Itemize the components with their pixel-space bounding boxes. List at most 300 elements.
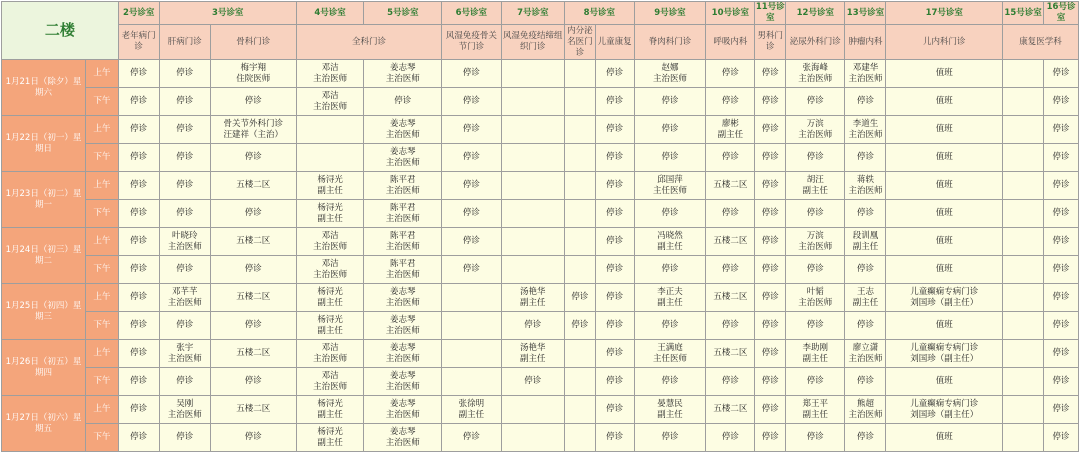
schedule-cell: 邓建华 主治医师	[845, 60, 886, 88]
clinic-header: 呼吸内科	[706, 25, 755, 60]
schedule-cell: 停诊	[595, 424, 634, 452]
schedule-cell: 五楼二区	[210, 340, 296, 368]
clinic-header: 男科门诊	[755, 25, 786, 60]
schedule-cell: 停诊	[595, 228, 634, 256]
schedule-cell: 停诊	[1044, 200, 1079, 228]
schedule-cell: 杨浔光 副主任	[296, 312, 364, 340]
schedule-cell: 停诊	[845, 424, 886, 452]
schedule-cell: 五楼二区	[706, 284, 755, 312]
schedule-cell: 停诊	[118, 144, 159, 172]
schedule-cell: 熊超 主治医师	[845, 396, 886, 424]
period-label: 下午	[85, 88, 118, 116]
schedule-cell	[442, 284, 501, 312]
schedule-cell: 郑王平 副主任	[786, 396, 845, 424]
schedule-cell: 停诊	[159, 256, 210, 284]
room-header: 3号诊室	[159, 2, 296, 25]
schedule-cell: 李道生 主治医师	[845, 116, 886, 144]
schedule-cell: 停诊	[118, 368, 159, 396]
schedule-cell: 姜志琴 主治医师	[364, 312, 442, 340]
schedule-cell: 陈平君 主治医师	[364, 256, 442, 284]
schedule-cell: 停诊	[1044, 368, 1079, 396]
schedule-cell: 停诊	[595, 60, 634, 88]
schedule-cell	[442, 368, 501, 396]
schedule-cell: 停诊	[786, 424, 845, 452]
schedule-cell: 值班	[886, 368, 1003, 396]
schedule-cell: 停诊	[118, 60, 159, 88]
schedule-cell: 杨浔光 副主任	[296, 172, 364, 200]
schedule-cell: 停诊	[1044, 144, 1079, 172]
schedule-cell	[1003, 88, 1044, 116]
schedule-cell: 停诊	[786, 312, 845, 340]
clinic-header: 全科门诊	[296, 25, 441, 60]
schedule-cell	[1003, 312, 1044, 340]
schedule-row	[2, 60, 1079, 88]
schedule-cell: 停诊	[159, 60, 210, 88]
schedule-cell	[565, 144, 596, 172]
schedule-cell: 停诊	[755, 88, 786, 116]
schedule-cell	[565, 340, 596, 368]
schedule-cell	[565, 368, 596, 396]
schedule-cell: 停诊	[565, 312, 596, 340]
day-label: 1月27日（初六）星期五	[2, 396, 86, 452]
schedule-cell: 张宇 主治医师	[159, 340, 210, 368]
schedule-row	[2, 312, 1079, 340]
period-label: 上午	[85, 60, 118, 88]
schedule-cell: 停诊	[706, 312, 755, 340]
schedule-row	[2, 396, 1079, 424]
schedule-cell: 姜志琴 主治医师	[364, 424, 442, 452]
room-header: 17号诊室	[886, 2, 1003, 25]
day-label: 1月26日（初五）星期四	[2, 340, 86, 396]
schedule-cell: 停诊	[1044, 312, 1079, 340]
schedule-cell: 杨浔光 副主任	[296, 284, 364, 312]
schedule-cell: 停诊	[634, 200, 706, 228]
schedule-cell: 停诊	[1044, 228, 1079, 256]
schedule-cell: 停诊	[755, 256, 786, 284]
clinic-header: 肿瘤内科	[845, 25, 886, 60]
room-header: 7号诊室	[501, 2, 564, 25]
schedule-cell	[1003, 340, 1044, 368]
schedule-body	[2, 60, 1079, 452]
day-label: 1月23日（初二）星期一	[2, 172, 86, 228]
schedule-cell: 停诊	[755, 116, 786, 144]
schedule-cell: 值班	[886, 256, 1003, 284]
schedule-cell: 万滨 主治医师	[786, 116, 845, 144]
schedule-cell: 陈平君 主治医师	[364, 228, 442, 256]
clinic-header: 脊肉科门诊	[634, 25, 706, 60]
schedule-cell: 停诊	[1044, 60, 1079, 88]
schedule-cell: 停诊	[755, 368, 786, 396]
schedule-cell: 五楼二区	[210, 396, 296, 424]
schedule-cell: 儿童癫痫专病门诊 刘国珍（副主任）	[886, 340, 1003, 368]
schedule-cell: 停诊	[845, 200, 886, 228]
schedule-cell: 叶晓玲 主治医师	[159, 228, 210, 256]
schedule-row	[2, 172, 1079, 200]
schedule-cell: 停诊	[118, 116, 159, 144]
schedule-cell: 停诊	[118, 396, 159, 424]
schedule-cell: 停诊	[595, 284, 634, 312]
schedule-cell: 停诊	[595, 312, 634, 340]
period-label: 上午	[85, 396, 118, 424]
period-label: 下午	[85, 256, 118, 284]
schedule-cell: 停诊	[159, 88, 210, 116]
schedule-cell: 停诊	[595, 396, 634, 424]
period-label: 下午	[85, 200, 118, 228]
schedule-cell: 停诊	[159, 424, 210, 452]
schedule-cell: 停诊	[845, 88, 886, 116]
schedule-cell	[565, 228, 596, 256]
schedule-cell: 停诊	[786, 88, 845, 116]
clinic-header: 骨科门诊	[210, 25, 296, 60]
schedule-cell: 停诊	[118, 256, 159, 284]
schedule-cell: 停诊	[501, 368, 564, 396]
schedule-cell: 停诊	[501, 312, 564, 340]
schedule-cell: 停诊	[442, 424, 501, 452]
day-label: 1月24日（初三）星期二	[2, 228, 86, 284]
schedule-cell: 停诊	[595, 144, 634, 172]
schedule-cell: 停诊	[442, 116, 501, 144]
schedule-cell: 停诊	[755, 340, 786, 368]
schedule-cell: 停诊	[159, 368, 210, 396]
schedule-row	[2, 284, 1079, 312]
schedule-cell: 停诊	[755, 228, 786, 256]
room-header: 16号诊室	[1044, 2, 1079, 25]
schedule-cell: 段训凰 副主任	[845, 228, 886, 256]
schedule-cell: 值班	[886, 60, 1003, 88]
schedule-cell	[1003, 396, 1044, 424]
period-label: 下午	[85, 312, 118, 340]
schedule-cell: 停诊	[634, 144, 706, 172]
schedule-cell: 杨浔光 副主任	[296, 396, 364, 424]
schedule-cell	[1003, 424, 1044, 452]
schedule-cell: 停诊	[159, 144, 210, 172]
schedule-cell: 停诊	[755, 312, 786, 340]
schedule-cell	[442, 340, 501, 368]
schedule-cell: 停诊	[595, 368, 634, 396]
schedule-cell: 蒋轶 主治医师	[845, 172, 886, 200]
schedule-cell: 停诊	[786, 256, 845, 284]
schedule-cell: 停诊	[1044, 424, 1079, 452]
schedule-row	[2, 368, 1079, 396]
schedule-cell: 梅宇翔 住院医师	[210, 60, 296, 88]
room-header: 13号诊室	[845, 2, 886, 25]
schedule-cell: 停诊	[1044, 396, 1079, 424]
schedule-cell: 儿童癫痫专病门诊 刘国珍（副主任）	[886, 396, 1003, 424]
schedule-cell: 停诊	[210, 368, 296, 396]
schedule-cell	[501, 228, 564, 256]
schedule-cell: 停诊	[595, 340, 634, 368]
room-header: 2号诊室	[118, 2, 159, 25]
schedule-cell: 停诊	[755, 144, 786, 172]
schedule-cell: 停诊	[595, 172, 634, 200]
schedule-cell: 儿童癫痫专病门诊 刘国珍（副主任）	[886, 284, 1003, 312]
schedule-cell: 杨浔光 副主任	[296, 200, 364, 228]
schedule-cell: 邓洁 主治医师	[296, 368, 364, 396]
schedule-cell	[501, 88, 564, 116]
schedule-cell: 停诊	[210, 144, 296, 172]
schedule-cell	[501, 200, 564, 228]
schedule-cell: 停诊	[442, 60, 501, 88]
schedule-cell: 停诊	[210, 88, 296, 116]
schedule-row	[2, 200, 1079, 228]
schedule-cell: 停诊	[706, 424, 755, 452]
schedule-cell	[442, 312, 501, 340]
day-label: 1月22日（初一）星期日	[2, 116, 86, 172]
schedule-row	[2, 340, 1079, 368]
schedule-cell: 陈平君 主治医师	[364, 172, 442, 200]
schedule-cell: 叶韬 主治医师	[786, 284, 845, 312]
schedule-cell: 停诊	[118, 228, 159, 256]
schedule-row	[2, 88, 1079, 116]
room-header: 5号诊室	[364, 2, 442, 25]
schedule-cell: 邓洁 主治医师	[296, 228, 364, 256]
schedule-cell: 停诊	[118, 424, 159, 452]
schedule-row	[2, 424, 1079, 452]
schedule-cell	[501, 60, 564, 88]
schedule-cell	[565, 60, 596, 88]
schedule-cell: 值班	[886, 144, 1003, 172]
schedule-cell: 停诊	[786, 144, 845, 172]
schedule-cell: 停诊	[634, 424, 706, 452]
period-label: 上午	[85, 284, 118, 312]
schedule-cell	[1003, 144, 1044, 172]
schedule-cell: 停诊	[706, 144, 755, 172]
schedule-cell: 停诊	[210, 256, 296, 284]
schedule-cell: 停诊	[755, 60, 786, 88]
schedule-cell: 停诊	[706, 88, 755, 116]
schedule-cell: 廖立潇 主治医师	[845, 340, 886, 368]
room-header: 10号诊室	[706, 2, 755, 25]
schedule-cell: 停诊	[845, 144, 886, 172]
schedule-cell: 骨关节外科门诊 汪建祥（主治）	[210, 116, 296, 144]
schedule-cell: 姜志琴 主治医师	[364, 284, 442, 312]
schedule-cell: 五楼二区	[210, 284, 296, 312]
schedule-cell: 停诊	[159, 200, 210, 228]
schedule-cell	[296, 116, 364, 144]
schedule-cell: 陈平君 主治医师	[364, 200, 442, 228]
schedule-cell: 停诊	[634, 256, 706, 284]
clinic-header: 儿童康复	[595, 25, 634, 60]
room-header: 15号诊室	[1003, 2, 1044, 25]
schedule-cell: 停诊	[442, 256, 501, 284]
schedule-cell: 李正夫 副主任	[634, 284, 706, 312]
schedule-cell: 李助刚 副主任	[786, 340, 845, 368]
clinic-header: 康复医学科	[1003, 25, 1079, 60]
period-label: 下午	[85, 144, 118, 172]
schedule-cell: 五楼二区	[210, 172, 296, 200]
schedule-cell: 停诊	[706, 256, 755, 284]
schedule-cell: 停诊	[634, 312, 706, 340]
schedule-cell: 值班	[886, 424, 1003, 452]
schedule-cell: 冯晓然 副主任	[634, 228, 706, 256]
schedule-cell: 汤艳华 副主任	[501, 284, 564, 312]
schedule-cell: 停诊	[1044, 256, 1079, 284]
schedule-cell	[501, 396, 564, 424]
schedule-cell: 停诊	[442, 172, 501, 200]
period-label: 上午	[85, 340, 118, 368]
schedule-cell: 邱国萍 主任医师	[634, 172, 706, 200]
clinic-header: 泌尿外科门诊	[786, 25, 845, 60]
schedule-cell: 停诊	[118, 200, 159, 228]
schedule-cell: 停诊	[786, 200, 845, 228]
schedule-cell: 停诊	[1044, 88, 1079, 116]
schedule-cell: 姜志琴 主治医师	[364, 116, 442, 144]
schedule-cell: 姜志琴 主治医师	[364, 144, 442, 172]
schedule-cell: 停诊	[706, 200, 755, 228]
schedule-cell: 停诊	[118, 172, 159, 200]
schedule-cell	[1003, 228, 1044, 256]
schedule-cell: 值班	[886, 88, 1003, 116]
schedule-cell: 姜志琴 主治医师	[364, 368, 442, 396]
schedule-cell: 停诊	[595, 256, 634, 284]
schedule-cell: 王志 副主任	[845, 284, 886, 312]
schedule-cell	[1003, 200, 1044, 228]
schedule-cell: 值班	[886, 312, 1003, 340]
schedule-cell: 停诊	[634, 368, 706, 396]
schedule-cell: 停诊	[118, 312, 159, 340]
schedule-cell	[565, 424, 596, 452]
schedule-cell	[565, 172, 596, 200]
schedule-cell: 姜志琴 主治医师	[364, 340, 442, 368]
schedule-cell: 停诊	[845, 256, 886, 284]
schedule-cell: 停诊	[786, 368, 845, 396]
room-header: 11号诊室	[755, 2, 785, 23]
schedule-cell: 停诊	[1044, 284, 1079, 312]
schedule-cell: 停诊	[755, 172, 786, 200]
clinic-header: 风湿免疫骨关节门诊	[442, 25, 501, 60]
schedule-cell: 停诊	[755, 396, 786, 424]
schedule-cell: 停诊	[755, 284, 786, 312]
floor-label: 二楼	[2, 2, 119, 60]
schedule-cell: 汤艳华 副主任	[501, 340, 564, 368]
schedule-cell: 停诊	[755, 424, 786, 452]
schedule-cell: 张海峰 主治医师	[786, 60, 845, 88]
schedule-row	[2, 116, 1079, 144]
schedule-cell: 停诊	[1044, 172, 1079, 200]
room-header: 8号诊室	[565, 2, 635, 25]
schedule-table	[1, 1, 1079, 452]
schedule-cell: 停诊	[442, 228, 501, 256]
schedule-cell: 停诊	[845, 368, 886, 396]
schedule-cell	[1003, 172, 1044, 200]
schedule-cell: 停诊	[159, 116, 210, 144]
clinic-header: 内分泌名医门诊	[565, 25, 596, 60]
schedule-cell: 邓洁 主治医师	[296, 60, 364, 88]
schedule-cell: 值班	[886, 172, 1003, 200]
schedule-cell: 停诊	[706, 368, 755, 396]
schedule-cell	[501, 116, 564, 144]
schedule-cell: 值班	[886, 200, 1003, 228]
clinic-header-row	[2, 25, 1079, 60]
schedule-row	[2, 228, 1079, 256]
schedule-cell: 停诊	[1044, 116, 1079, 144]
schedule-cell: 停诊	[364, 88, 442, 116]
schedule-cell: 停诊	[118, 340, 159, 368]
schedule-cell: 停诊	[210, 424, 296, 452]
room-header: 6号诊室	[442, 2, 501, 25]
schedule-cell	[565, 200, 596, 228]
clinic-header: 风湿免疫结缔组织门诊	[501, 25, 564, 60]
schedule-cell: 停诊	[755, 200, 786, 228]
schedule-cell: 廖彬 副主任	[706, 116, 755, 144]
schedule-cell	[565, 116, 596, 144]
period-label: 下午	[85, 368, 118, 396]
day-label: 1月21日（除夕）星期六	[2, 60, 86, 116]
schedule-cell: 邓芊芊 主治医师	[159, 284, 210, 312]
schedule-cell: 邓洁 主治医师	[296, 340, 364, 368]
room-header: 12号诊室	[786, 2, 845, 25]
schedule-cell: 停诊	[634, 116, 706, 144]
schedule-cell	[1003, 256, 1044, 284]
schedule-cell: 五楼二区	[706, 396, 755, 424]
schedule-cell: 姜志琴 主治医师	[364, 60, 442, 88]
schedule-cell: 万滨 主治医师	[786, 228, 845, 256]
schedule-cell: 赵娜 主治医师	[634, 60, 706, 88]
schedule-cell: 胡汪 副主任	[786, 172, 845, 200]
schedule-row	[2, 144, 1079, 172]
clinic-header: 儿内科门诊	[886, 25, 1003, 60]
schedule-cell	[1003, 60, 1044, 88]
schedule-cell: 值班	[886, 228, 1003, 256]
schedule-cell: 邓洁 主治医师	[296, 88, 364, 116]
period-label: 上午	[85, 116, 118, 144]
schedule-cell: 值班	[886, 116, 1003, 144]
period-label: 上午	[85, 172, 118, 200]
schedule-cell: 停诊	[565, 284, 596, 312]
schedule-row	[2, 256, 1079, 284]
schedule-cell: 张徐明 副主任	[442, 396, 501, 424]
schedule-cell: 停诊	[442, 88, 501, 116]
period-label: 下午	[85, 424, 118, 452]
schedule-cell: 晏慧民 副主任	[634, 396, 706, 424]
schedule-cell: 杨浔光 副主任	[296, 424, 364, 452]
room-header-row	[2, 2, 1079, 25]
schedule-cell: 停诊	[210, 200, 296, 228]
room-header: 9号诊室	[634, 2, 706, 25]
schedule-cell: 停诊	[845, 312, 886, 340]
schedule-cell: 停诊	[118, 88, 159, 116]
schedule-cell	[501, 424, 564, 452]
schedule-cell: 吴刚 主治医师	[159, 396, 210, 424]
room-header: 4号诊室	[296, 2, 364, 25]
clinic-header: 老年病门诊	[118, 25, 159, 60]
schedule-cell: 停诊	[1044, 340, 1079, 368]
schedule-cell: 五楼二区	[210, 228, 296, 256]
schedule-cell: 停诊	[159, 312, 210, 340]
period-label: 上午	[85, 228, 118, 256]
clinic-header: 肝病门诊	[159, 25, 210, 60]
day-label: 1月25日（初四）星期三	[2, 284, 86, 340]
schedule-cell	[501, 172, 564, 200]
schedule-cell	[501, 144, 564, 172]
schedule-cell	[1003, 368, 1044, 396]
schedule-cell: 停诊	[159, 172, 210, 200]
schedule-cell	[565, 88, 596, 116]
schedule-cell	[501, 256, 564, 284]
schedule-cell: 停诊	[595, 116, 634, 144]
schedule-cell: 停诊	[118, 284, 159, 312]
schedule-cell: 姜志琴 主治医师	[364, 396, 442, 424]
schedule-cell: 停诊	[706, 60, 755, 88]
schedule-cell: 五楼二区	[706, 172, 755, 200]
schedule-cell: 王满庭 主任医师	[634, 340, 706, 368]
schedule-cell: 停诊	[595, 88, 634, 116]
schedule-cell	[565, 256, 596, 284]
schedule-cell	[296, 144, 364, 172]
schedule-cell: 停诊	[210, 312, 296, 340]
schedule-cell: 停诊	[634, 88, 706, 116]
schedule-cell: 邓洁 主治医师	[296, 256, 364, 284]
